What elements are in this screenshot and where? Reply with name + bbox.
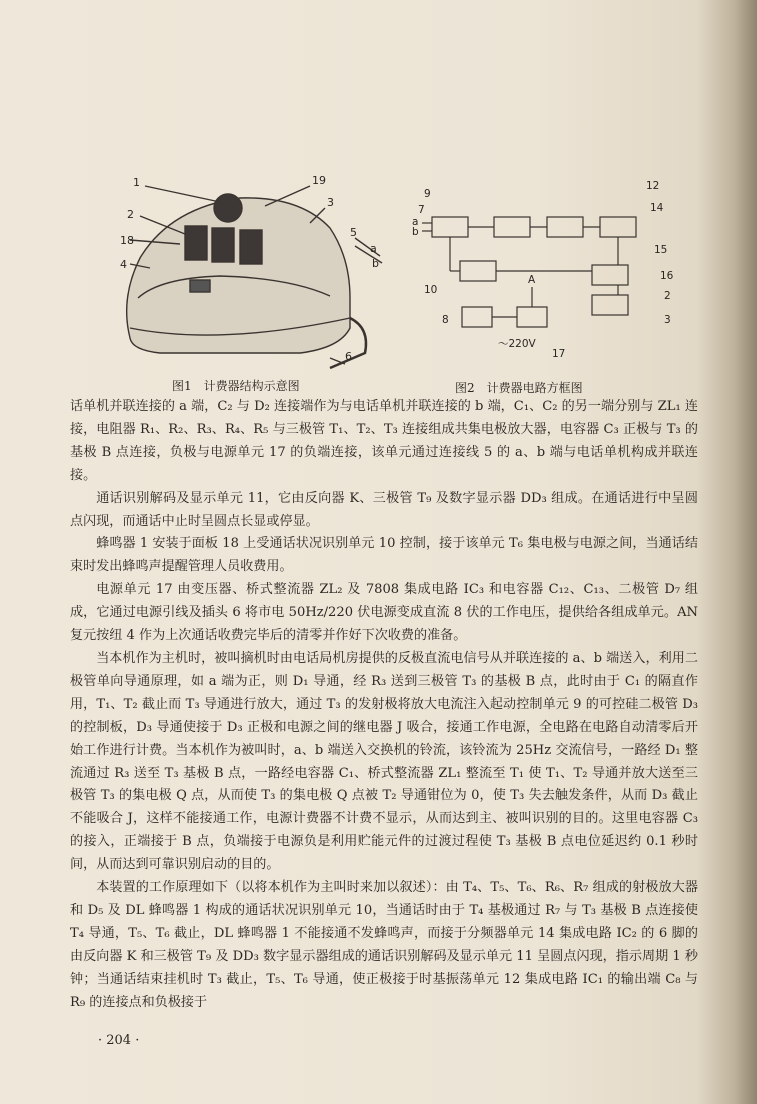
fig2-label: 17 [552, 348, 566, 360]
paragraph: 话单机并联连接的 a 端，C₂ 与 D₂ 连接端作为与电话单机并联连接的 b 端，C₁、C₂ 的另一端分别与 ZL₁ 连接，电阻器 R₁、R₂、R₃、R₄、R₅ 与三极管 T₁、T₂、T₃ 连接组成共集电极放大器，电容器 C₃ 正极与 T₃ 的基极 B 点连接，负极与电源单元 17 的负端连接，该单元通过连接线 5 的 a、b 端与电话单机构成并联连接。 [70, 399, 698, 483]
fig2-label: 7 [418, 204, 425, 216]
fig2-label: 15 [654, 244, 668, 256]
fig2-label: 12 [646, 180, 660, 192]
paragraph: 本装置的工作原理如下（以将本机作为主叫时来加以叙述）：由 T₄、T₅、T₆、R₆、R₇ 组成的射极放大器和 D₅ 及 DL 蜂鸣器 1 构成的通话状况识别单元 10，当通话时由于 T₄ 基极通过 R₇ 与 T₃ 基极 B 点连接使 T₄ 导通，T₅、T₆ 截止，DL 蜂鸣器 1 不能接通不发蜂鸣声，而接于分频器单元 14 集成电路 IC₂ 的 6 脚的由反向器 K 和三极管 T₉ 及 DD₃ 数字显示器组成的通话识别解码及显示单元 11 呈圆点闪现，指示周期 1 秒钟；当通话结束挂机时 T₃ 截止，T₅、T₆ 导通，使正极接于时基振荡单元 12 集成电路 IC₁ 的输出端 C₈ 与 R₉ 的连接点和负极接于 [70, 880, 698, 1010]
paragraph: 电源单元 17 由变压器、桥式整流器 ZL₂ 及 7808 集成电路 IC₃ 和电容器 C₁₂、C₁₃、二极管 D₇ 组成，它通过电源引线及插头 6 将市电 50Hz/220 伏电源变成直流 8 伏的工作电压，提供给各组成单元。AN 复元按纽 4 作为上次通话收费完毕后的清零并作好下次收费的准备。 [70, 582, 698, 644]
fig2-label: 16 [660, 270, 674, 282]
fig2-label: 9 [424, 188, 431, 200]
fig2-label: A [528, 274, 536, 286]
figure-2-caption: 图2 计费器电路方框图 [455, 381, 583, 395]
figure-1-device-drawing [100, 168, 400, 373]
page-number: · 204 · [98, 1033, 140, 1048]
figure-2-block-diagram [402, 175, 692, 375]
fig2-label: 14 [650, 202, 664, 214]
paragraph: 蜂鸣器 1 安装于面板 18 上受通话状况识别单元 10 控制，接于该单元 T₆ 集电极与电源之间，当通话结束时发出蜂鸣声提醒管理人员收费用。 [70, 536, 698, 575]
fig1-label: 5 [350, 226, 357, 239]
fig1-label: 18 [120, 234, 134, 247]
fig1-label: 2 [127, 208, 134, 221]
paragraph: 当本机作为主机时，被叫摘机时由电话局机房提供的反极直流电信号从并联连接的 a、b 端送入，利用二极管单向导通原理，如 a 端为正，则 D₁ 导通，经 R₃ 送到三极管 T₃ 的基极 B 点，此时由于 C₁ 的隔直作用，T₁、T₂ 截止而 T₃ 导通进行放大，通过 T₃ 的发射极将放大电流注入起动控制单元 9 的可控硅二极管 D₃ 的控制板，D₃ 导通使接于 D₃ 正极和电源之间的继电器 J 吸合，接通工作电源，全电路在电路自动清零后开始工作进行计费。当本机作为被叫时，a、b 端送入交换机的铃流，该铃流为 25Hz 交流信号，一路经 D₁ 整流通过 R₃ 送至 T₃ 基极 B 点，一路经电容器 C₁、桥式整流器 ZL₁ 整流至 T₁ 使 T₁、T₂ 导通并放大送至三极管 T₃ 的集电极 Q 点，从而使 T₃ 的集电极 Q 点被 T₂ 导通钳位为 0，使 T₃ 失去触发条件，从而 D₃ 截止不能吸合 J，这样不能接通工作，电源计费器不计费不显示，从而达到主、被叫识别的目的。这里电容器 C₃ 的接入，正端接于 B 点，负端接于电源负是利用贮能元件的过渡过程使 T₃ 基极 B 点电位延迟约 0.1 秒时间，从而达到可靠识别启动的目的。 [70, 650, 698, 873]
fig1-label: 1 [133, 176, 140, 189]
fig2-label: 2 [664, 290, 671, 302]
fig2-label: 3 [664, 314, 671, 326]
fig2-label: 8 [442, 314, 449, 326]
body-text [70, 396, 698, 1014]
fig2-label: ～220V [498, 338, 536, 350]
paragraph: 通话识别解码及显示单元 11，它由反向器 K、三极管 T₉ 及数字显示器 DD₃ 组成。在通话进行中呈圆点闪现，而通话中止时呈圆点长显或停显。 [70, 490, 698, 529]
figure-1-caption: 图1 计费器结构示意图 [172, 379, 300, 393]
fig2-label: b [412, 226, 419, 238]
fig1-label: 4 [120, 258, 127, 271]
fig1-label: 3 [327, 196, 334, 209]
fig2-label: a [412, 216, 419, 228]
fig1-label: b [372, 257, 379, 270]
fig2-label: 10 [424, 284, 438, 296]
fig1-label: a [370, 242, 377, 255]
fig1-label: 19 [312, 174, 326, 187]
fig1-label: 6 [345, 350, 352, 363]
